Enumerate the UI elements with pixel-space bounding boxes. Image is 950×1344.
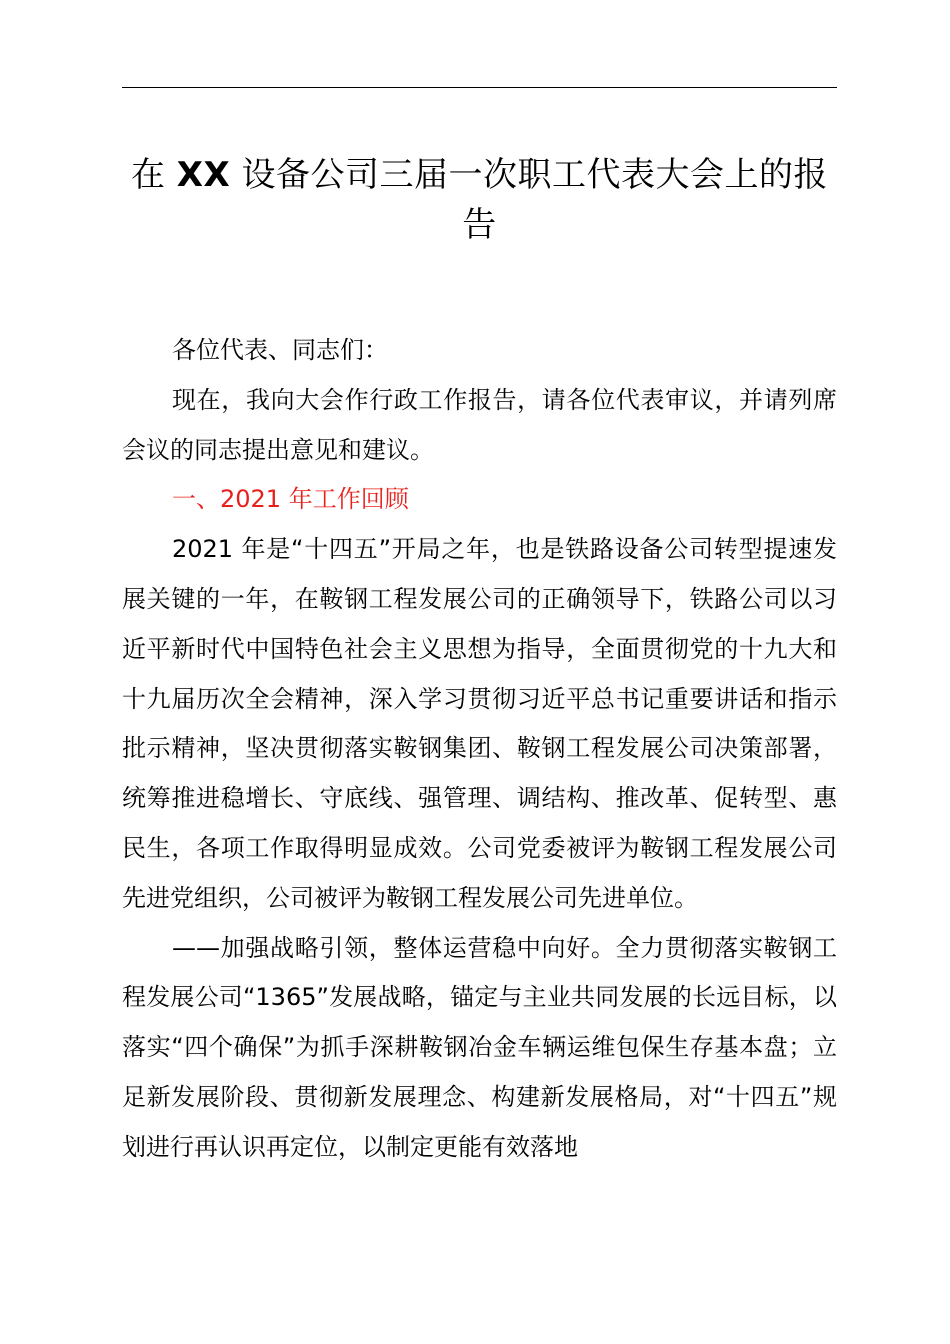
paragraph-strategy: ——加强战略引领，整体运营稳中向好。全力贯彻落实鞍钢工程发展公司“1365”发展战略，锚定与主业共同发展的长远目标，以落实“四个确保”为抓手深耕鞍钢冶金车辆运维包保生存基本盘；立足新发展阶段、贯彻新发展理念、构建新发展格局，对“十四五”规划进行再认识再定位，以制定更能有效落地 <box>122 933 837 1161</box>
header-rule <box>122 87 837 88</box>
document-body <box>122 326 837 1173</box>
paragraph-intro: 现在，我向大会作行政工作报告，请各位代表审议，并请列席会议的同志提出意见和建议。 <box>122 385 837 464</box>
title-prefix: 在 <box>130 155 177 195</box>
document-title <box>122 150 837 250</box>
section-heading: 一、2021 年工作回顾 <box>172 485 409 514</box>
paragraph-review: 2021 年是“十四五”开局之年，也是铁路设备公司转型提速发展关键的一年，在鞍钢工程发展公司的正确领导下，铁路公司以习近平新时代中国特色社会主义思想为指导，全面贯彻党的十九大和十九届历次全会精神，深入学习贯彻习近平总书记重要讲话和指示批示精神，坚决贯彻落实鞍钢集团、鞍钢工程发展公司决策部署，统筹推进稳增长、守底线、强管理、调结构、推改革、促转型、惠民生，各项工作取得明显成效。公司党委被评为鞍钢工程发展公司先进党组织，公司被评为鞍钢工程发展公司先进单位。 <box>122 535 837 912</box>
salutation: 各位代表、同志们： <box>172 336 388 364</box>
title-suffix: 设备公司三届一次职工代表大会上的报告 <box>230 155 829 245</box>
title-bold-part: XX <box>176 155 231 195</box>
